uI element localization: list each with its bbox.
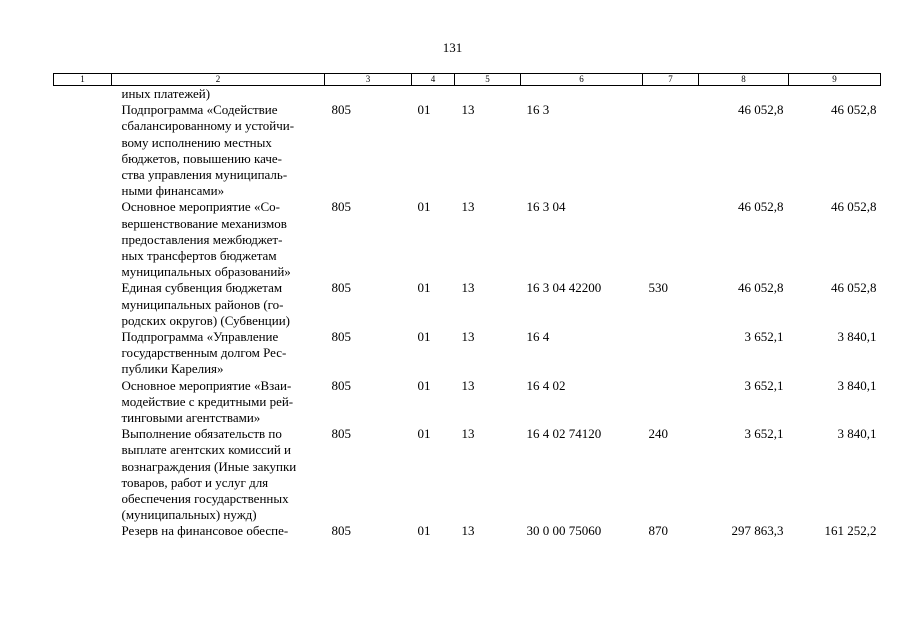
expense-type-cell: 530 [648,280,668,296]
item-name-line: вершенствование механизмов [121,215,287,231]
expense-type-cell [643,102,699,199]
target-article-cell: 30 0 00 75060 [526,523,602,539]
item-name-line: (муниципальных) нужд) [121,507,257,523]
item-name-line: муниципальных образований» [121,264,291,280]
item-name-line: Основное мероприятие «Со- [121,199,280,215]
item-name-cell [112,199,325,280]
subsection-code-cell: 13 [461,426,475,442]
header-cell-7: 7 [643,74,699,86]
table-row [54,280,881,329]
table-body [54,86,881,540]
amount-year1-cell: 3 652,1 [744,329,784,345]
row-number-cell [54,280,112,329]
ministry-code-cell [325,86,412,103]
row-number-cell [54,199,112,280]
ministry-code-cell: 805 [331,523,351,539]
header-cell-2: 2 [112,74,325,86]
row-number-cell [54,523,112,539]
item-name-cell [112,426,325,523]
amount-year2-cell: 3 840,1 [837,426,877,442]
amount-year2-cell: 3 840,1 [837,377,877,393]
amount-year1-cell: 297 863,3 [731,523,784,539]
table-row [54,523,881,539]
section-code-cell: 01 [417,426,431,442]
expense-type-cell [643,329,699,378]
item-name-cell [112,86,325,103]
header-cell-1: 1 [54,74,112,86]
row-number-cell [54,378,112,427]
ministry-code-cell: 805 [331,199,351,215]
section-code-cell: 01 [417,523,431,539]
header-cell-5: 5 [455,74,521,86]
expense-type-cell [643,86,699,103]
amount-year2-cell: 161 252,2 [824,523,877,539]
item-name-line: предоставления межбюджет- [121,231,283,247]
amount-year1-cell: 46 052,8 [738,199,784,215]
target-article-cell [521,86,643,103]
item-name-line: Единая субвенция бюджетам [121,280,283,296]
amount-year2-cell [789,86,881,103]
subsection-code-cell: 13 [461,523,475,539]
amount-year1-cell [699,86,789,103]
expense-type-cell: 240 [648,426,668,442]
ministry-code-cell: 805 [331,329,351,345]
target-article-cell: 16 4 [526,329,550,345]
item-name-line: вому исполнению местных [121,134,272,150]
item-name-line: Выполнение обязательств по [121,426,282,442]
amount-year2-cell: 46 052,8 [831,102,877,118]
ministry-code-cell: 805 [331,377,351,393]
item-name-cell [112,329,325,378]
header-cell-6: 6 [521,74,643,86]
item-name-line: публики Карелия» [121,361,224,377]
ministry-code-cell: 805 [331,426,351,442]
section-code-cell: 01 [417,280,431,296]
row-number-cell [54,329,112,378]
row-number-cell [54,426,112,523]
header-cell-8: 8 [699,74,789,86]
target-article-cell: 16 4 02 74120 [526,426,602,442]
target-article-cell: 16 4 02 [526,377,566,393]
subsection-code-cell [455,86,521,103]
subsection-code-cell: 13 [461,329,475,345]
amount-year2-cell: 46 052,8 [831,280,877,296]
table-row [54,329,881,378]
ministry-code-cell: 805 [331,280,351,296]
header-cell-4: 4 [412,74,455,86]
item-name-line: товаров, работ и услуг для [121,474,269,490]
item-name-line: государственным долгом Рес- [121,345,287,361]
budget-table [53,73,881,540]
ministry-code-cell: 805 [331,102,351,118]
item-name-line: бюджетов, повышению каче- [121,150,283,166]
page-number: 131 [442,40,463,55]
item-name-line: сбалансированному и устойчи- [121,118,295,134]
target-article-cell: 16 3 [526,102,550,118]
subsection-code-cell: 13 [461,102,475,118]
table-row [54,426,881,523]
row-number-cell [54,86,112,103]
expense-type-cell [643,199,699,280]
item-name-line: Подпрограмма «Управление [121,329,279,345]
amount-year2-cell: 3 840,1 [837,329,877,345]
subsection-code-cell: 13 [461,377,475,393]
section-code-cell: 01 [417,102,431,118]
header-cell-9: 9 [789,74,881,86]
table-row [54,86,881,103]
item-name-cell [112,280,325,329]
section-code-cell: 01 [417,377,431,393]
item-name-line: Основное мероприятие «Взаи- [121,377,292,393]
amount-year1-cell: 3 652,1 [744,377,784,393]
item-name-line: родских округов) (Субвенции) [121,312,291,328]
item-name-line: ными финансами» [121,183,225,199]
item-name-cell [112,523,325,539]
table-row [54,378,881,427]
item-name-cell [112,378,325,427]
item-name-line: ных трансфертов бюджетам [121,248,277,264]
table-row [54,199,881,280]
item-name-line: Резерв на финансовое обеспе- [121,523,289,539]
item-name-line: модействие с кредитными рей- [121,393,294,409]
item-name-line: иных платежей) [121,86,211,101]
amount-year2-cell: 46 052,8 [831,199,877,215]
row-number-cell [54,102,112,199]
expense-type-cell: 870 [648,523,668,539]
subsection-code-cell: 13 [461,199,475,215]
target-article-cell: 16 3 04 42200 [526,280,602,296]
expense-type-cell [643,378,699,427]
section-code-cell: 01 [417,199,431,215]
header-row [54,74,881,86]
table-row [54,102,881,199]
section-code-cell: 01 [417,329,431,345]
item-name-line: Подпрограмма «Содействие [121,102,278,118]
item-name-line: выплате агентских комиссий и [121,442,291,458]
item-name-line: тинговыми агентствами» [121,410,261,426]
item-name-line: ства управления муниципаль- [121,167,288,183]
header-cell-3: 3 [325,74,412,86]
amount-year1-cell: 46 052,8 [738,280,784,296]
target-article-cell: 16 3 04 [526,199,566,215]
item-name-line: обеспечения государственных [121,491,289,507]
item-name-cell [112,102,325,199]
subsection-code-cell: 13 [461,280,475,296]
amount-year1-cell: 46 052,8 [738,102,784,118]
item-name-line: муниципальных районов (го- [121,296,284,312]
item-name-line: вознаграждения (Иные закупки [121,458,297,474]
table-header [54,74,881,86]
section-code-cell [412,86,455,103]
amount-year1-cell: 3 652,1 [744,426,784,442]
